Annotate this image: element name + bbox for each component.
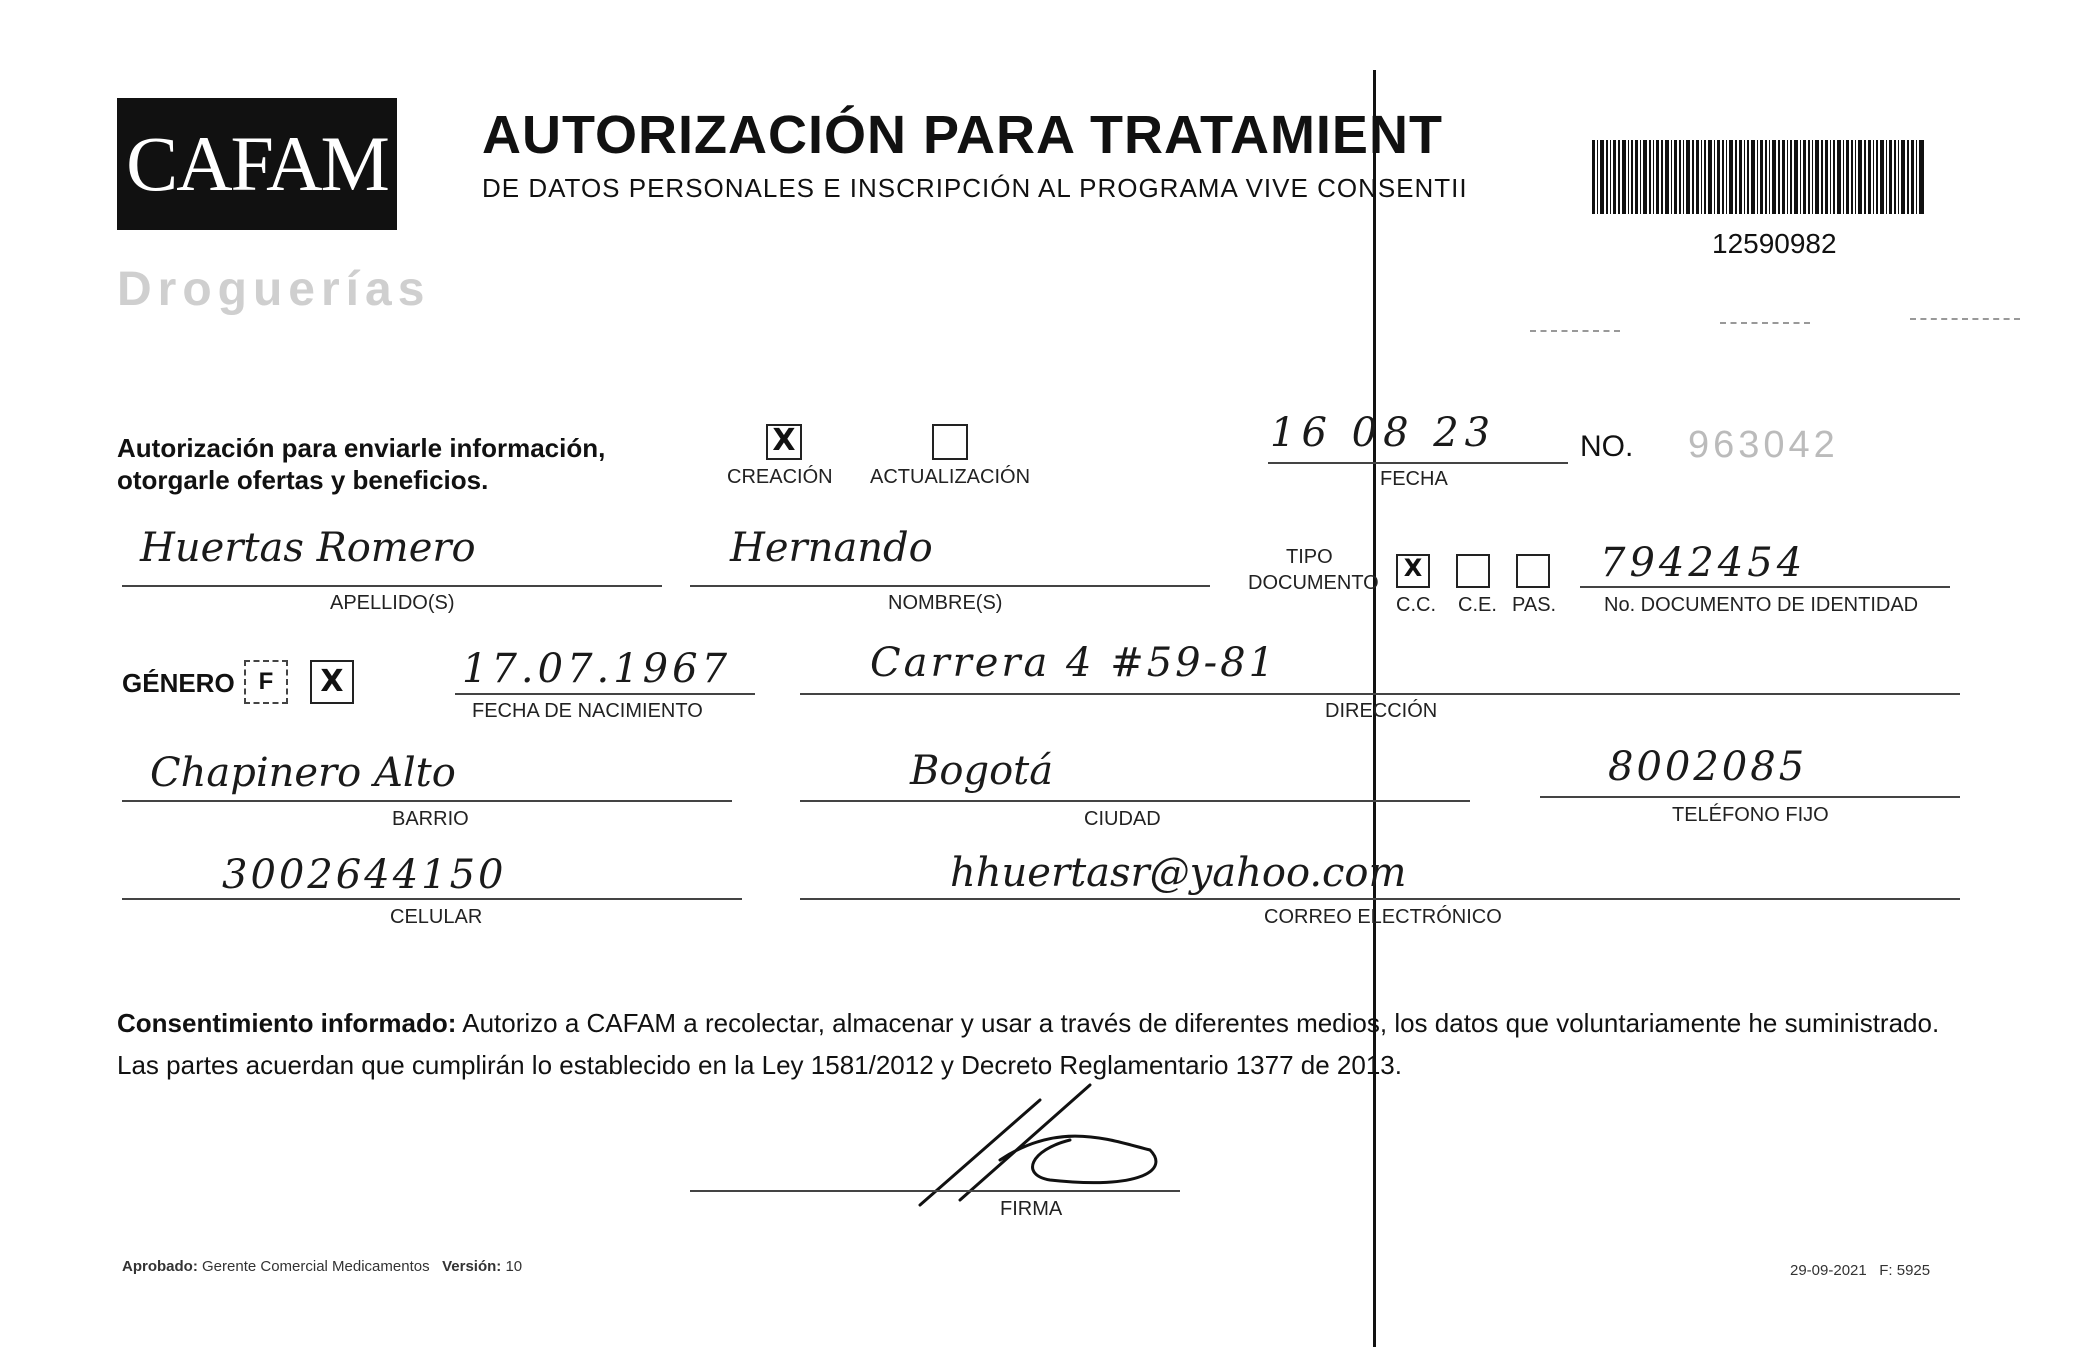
form-title: AUTORIZACIÓN PARA TRATAMIENT [482,105,1443,165]
footer-date-code [1790,1262,1930,1279]
no-value: 963042 [1688,424,1839,466]
footer-aprobado [122,1258,522,1275]
ciudad-label: CIUDAD [1084,808,1161,830]
aprobado-value: Gerente Comercial Medicamentos [202,1258,430,1275]
genero-label: GÉNERO [122,668,235,698]
ciudad-value[interactable]: Bogotá [910,748,1054,794]
pas-checkbox[interactable] [1516,554,1550,588]
creacion-checkbox[interactable] [766,424,802,460]
direccion-line [800,693,1960,695]
authorization-text [117,432,605,496]
barcode [1592,140,1924,214]
actualizacion-label: ACTUALIZACIÓN [870,466,1031,488]
correo-label: CORREO ELECTRÓNICO [1264,906,1502,928]
cafam-logo [117,98,397,230]
cc-label: C.C. [1396,594,1436,616]
divider [1720,322,1810,324]
celular-line [122,898,742,900]
authorization-line-1: Autorización para enviarle información, [117,433,606,463]
correo-line [800,898,1960,900]
direccion-value[interactable]: Carrera 4 #59-81 [870,640,1278,686]
nacimiento-value[interactable]: 17.07.1967 [462,646,732,692]
divider [1530,330,1620,332]
documento-number-label: No. DOCUMENTO DE IDENTIDAD [1604,594,1919,616]
version-label: Versión: [442,1258,502,1275]
nacimiento-line [455,693,755,695]
ce-label: C.E. [1458,594,1497,616]
documento-value[interactable]: 7942454 [1600,540,1807,586]
pas-label: PAS. [1512,594,1557,616]
firma-line [690,1190,1180,1192]
creacion-check-mark: X [772,423,796,458]
consent-text-2: Las partes acuerdan que cumplirán lo establecido en la Ley 1581/2012 y Decreto Reglamentario 1377 de 2013. [117,1050,1402,1080]
consent-heading: Consentimiento informado: [117,1008,457,1038]
nombres-value[interactable]: Hernando [730,525,933,571]
logo-subtext: Droguerías [117,263,431,316]
nombres-line [690,585,1210,587]
footer-date: 29-09-2021 [1790,1262,1867,1279]
fecha-line [1268,462,1568,464]
ciudad-line [800,800,1470,802]
apellidos-line [122,585,662,587]
barcode-number: 12590982 [1712,228,1837,259]
footer-code: F: 5925 [1879,1262,1931,1279]
ce-checkbox[interactable] [1456,554,1490,588]
divider [1910,318,2020,320]
direccion-label: DIRECCIÓN [1325,700,1438,722]
apellidos-value[interactable]: Huertas Romero [140,525,476,571]
logo-text: CAFAM [126,120,388,207]
celular-label: CELULAR [390,906,483,928]
aprobado-label: Aprobado: [122,1258,198,1275]
cc-check-mark: X [1403,554,1423,582]
telefono-line [1540,796,1960,798]
no-label: NO. [1580,430,1634,463]
version-value: 10 [505,1258,523,1275]
apellidos-label: APELLIDO(S) [330,592,455,614]
genero-m-checkbox[interactable] [310,660,354,704]
barrio-value[interactable]: Chapinero Alto [150,750,456,796]
firma-label: FIRMA [1000,1198,1063,1220]
barrio-label: BARRIO [392,808,469,830]
consent-line-1 [117,1002,1967,1044]
celular-value[interactable]: 3002644150 [222,852,507,898]
fecha-label: FECHA [1380,468,1448,490]
barrio-line [122,800,732,802]
consent-text-1: Autorizo a CAFAM a recolectar, almacenar y usar a través de diferentes medios, los datos que voluntariamente he suministrado. [462,1008,1940,1038]
tipo-documento-label: TIPO [1286,546,1333,568]
telefono-label: TELÉFONO FIJO [1672,804,1829,826]
correo-value[interactable]: hhuertasr@yahoo.com [950,850,1407,896]
creacion-label: CREACIÓN [727,466,833,488]
documento-label: DOCUMENTO [1248,572,1379,594]
nombres-label: NOMBRE(S) [888,592,1003,614]
genero-f-label: F [258,668,274,695]
genero-f-option[interactable] [244,660,288,704]
fecha-value[interactable]: 16 08 23 [1270,410,1497,456]
documento-line [1580,586,1950,588]
cc-checkbox[interactable] [1396,554,1430,588]
telefono-value[interactable]: 8002085 [1608,744,1808,790]
form-subtitle: DE DATOS PERSONALES E INSCRIPCIÓN AL PROGRAMA VIVE CONSENTII [482,173,1468,203]
actualizacion-checkbox[interactable] [932,424,968,460]
nacimiento-label: FECHA DE NACIMIENTO [472,700,703,722]
consent-block [117,1002,1967,1086]
authorization-line-2: otorgarle ofertas y beneficios. [117,465,489,495]
genero-m-check-mark: X [320,664,344,699]
